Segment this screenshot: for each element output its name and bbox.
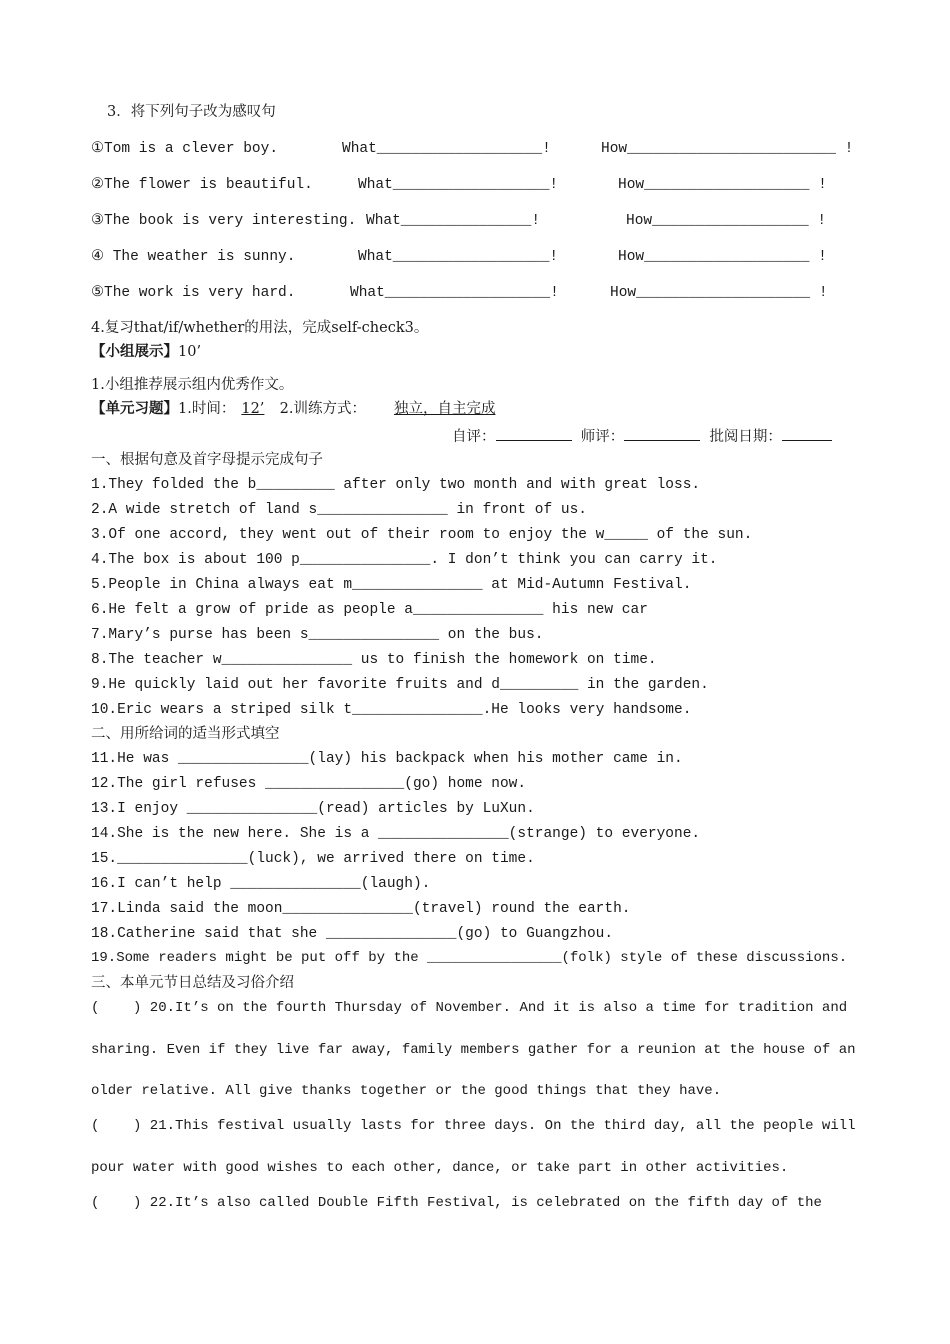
section1-item-1: 1.They folded the b_________ after only two month and with great loss. bbox=[91, 477, 701, 493]
section1-item-8: 8.The teacher w_______________ us to finish the homework on time. bbox=[91, 652, 657, 668]
section3-title: 三、本单元节日总结及习俗介绍 bbox=[91, 975, 294, 991]
group-show-heading bbox=[91, 343, 201, 361]
unit-exercise-time-value: 12’ bbox=[241, 401, 265, 417]
section2-title: 二、用所给词的适当形式填空 bbox=[91, 726, 280, 742]
section3-q22-line1: ( ) 22.It’s also called Double Fifth Festival, is celebrated on the fifth day of the bbox=[91, 1195, 822, 1211]
part4-review: 4.复习that/if/whether的用法，完成self-check3。 bbox=[91, 320, 429, 336]
exclaim-how-2: How___________________ ! bbox=[618, 177, 827, 193]
teacher-eval-label: 师评： bbox=[580, 429, 625, 445]
group-show-label: 【小组展示】 bbox=[91, 343, 178, 360]
self-eval-blank[interactable] bbox=[496, 426, 572, 441]
section1-item-5: 5.People in China always eat m_______________ at Mid-Autumn Festival. bbox=[91, 577, 692, 593]
section2-item-13: 13.I enjoy _______________(read) articles by LuXun. bbox=[91, 801, 535, 817]
section1-item-9: 9.He quickly laid out her favorite fruits and d_________ in the garden. bbox=[91, 677, 709, 693]
section3-q21-line1: ( ) 21.This festival usually lasts for three days. On the third day, all the people will bbox=[91, 1118, 856, 1134]
evaluation-row bbox=[452, 426, 832, 446]
section2-item-17: 17.Linda said the moon_______________(travel) round the earth. bbox=[91, 901, 631, 917]
teacher-eval-blank[interactable] bbox=[624, 426, 700, 441]
exclaim-how-4: How___________________ ! bbox=[618, 249, 827, 265]
section1-item-7: 7.Mary’s purse has been s_______________ on the bus. bbox=[91, 627, 544, 643]
unit-exercise-label: 【单元习题】 bbox=[91, 400, 178, 417]
exclaim-how-5: How____________________ ! bbox=[610, 285, 828, 301]
review-date-blank[interactable] bbox=[782, 426, 832, 441]
section1-item-2: 2.A wide stretch of land s_______________ in front of us. bbox=[91, 502, 587, 518]
exclaim-what-4: What__________________! bbox=[358, 249, 559, 265]
exclaim-sentence-3: ③The book is very interesting. bbox=[91, 213, 357, 229]
section2-item-15: 15._______________(luck), we arrived there on time. bbox=[91, 851, 535, 867]
section1-item-4: 4.The box is about 100 p_______________. I don’t think you can carry it. bbox=[91, 552, 718, 568]
part3-heading: 3．将下列句子改为感叹句 bbox=[107, 104, 276, 120]
group-show-item: 1.小组推荐展示组内优秀作文。 bbox=[91, 377, 294, 393]
unit-exercise-heading bbox=[91, 400, 509, 418]
section1-item-10: 10.Eric wears a striped silk t_______________.He looks very handsome. bbox=[91, 702, 692, 718]
unit-exercise-mode-value: 独立，自主完成 bbox=[393, 401, 496, 417]
unit-exercise-mode-label: 2.训练方式： bbox=[279, 401, 366, 417]
section1-title: 一、根据句意及首字母提示完成句子 bbox=[91, 452, 323, 468]
exclaim-how-3: How__________________ ! bbox=[626, 213, 827, 229]
section2-item-19: 19.Some readers might be put off by the ________________(folk) style of these discussions. bbox=[91, 950, 848, 966]
self-eval-label: 自评： bbox=[452, 429, 496, 445]
section1-item-3: 3.Of one accord, they went out of their room to enjoy the w_____ of the sun. bbox=[91, 527, 753, 543]
section3-q20-line1: ( ) 20.It’s on the fourth Thursday of November. And it is also a time for tradition and bbox=[91, 1000, 848, 1016]
section3-q21-line2: pour water with good wishes to each other, dance, or take part in other activities. bbox=[91, 1160, 789, 1176]
section2-item-14: 14.She is the new here. She is a _______________(strange) to everyone. bbox=[91, 826, 701, 842]
exclaim-sentence-2: ②The flower is beautiful. bbox=[91, 177, 313, 193]
unit-exercise-time-label: 1.时间： bbox=[178, 401, 236, 417]
exclaim-what-1: What___________________! bbox=[342, 141, 551, 157]
section2-item-16: 16.I can’t help _______________(laugh). bbox=[91, 876, 431, 892]
section1-item-6: 6.He felt a grow of pride as people a_______________ his new car bbox=[91, 602, 648, 618]
exclaim-sentence-4: ④ The weather is sunny. bbox=[91, 249, 296, 265]
section3-q20-line2: sharing. Even if they live far away, family members gather for a reunion at the house of an bbox=[91, 1042, 856, 1058]
exclaim-what-2: What__________________! bbox=[358, 177, 559, 193]
exclaim-sentence-1: ①Tom is a clever boy. bbox=[91, 141, 279, 157]
exclaim-what-3: What_______________! bbox=[366, 213, 541, 229]
section3-q20-line3: older relative. All give thanks together or the good things that they have. bbox=[91, 1083, 722, 1099]
section2-item-12: 12.The girl refuses ________________(go) home now. bbox=[91, 776, 527, 792]
exclaim-how-1: How________________________ ! bbox=[601, 141, 854, 157]
review-date-label: 批阅日期： bbox=[709, 429, 782, 445]
group-show-time: 10’ bbox=[178, 344, 202, 360]
exclaim-sentence-5: ⑤The work is very hard. bbox=[91, 285, 296, 301]
section2-item-18: 18.Catherine said that she _______________(go) to Guangzhou. bbox=[91, 926, 614, 942]
section2-item-11: 11.He was _______________(lay) his backpack when his mother came in. bbox=[91, 751, 683, 767]
exclaim-what-5: What___________________! bbox=[350, 285, 559, 301]
